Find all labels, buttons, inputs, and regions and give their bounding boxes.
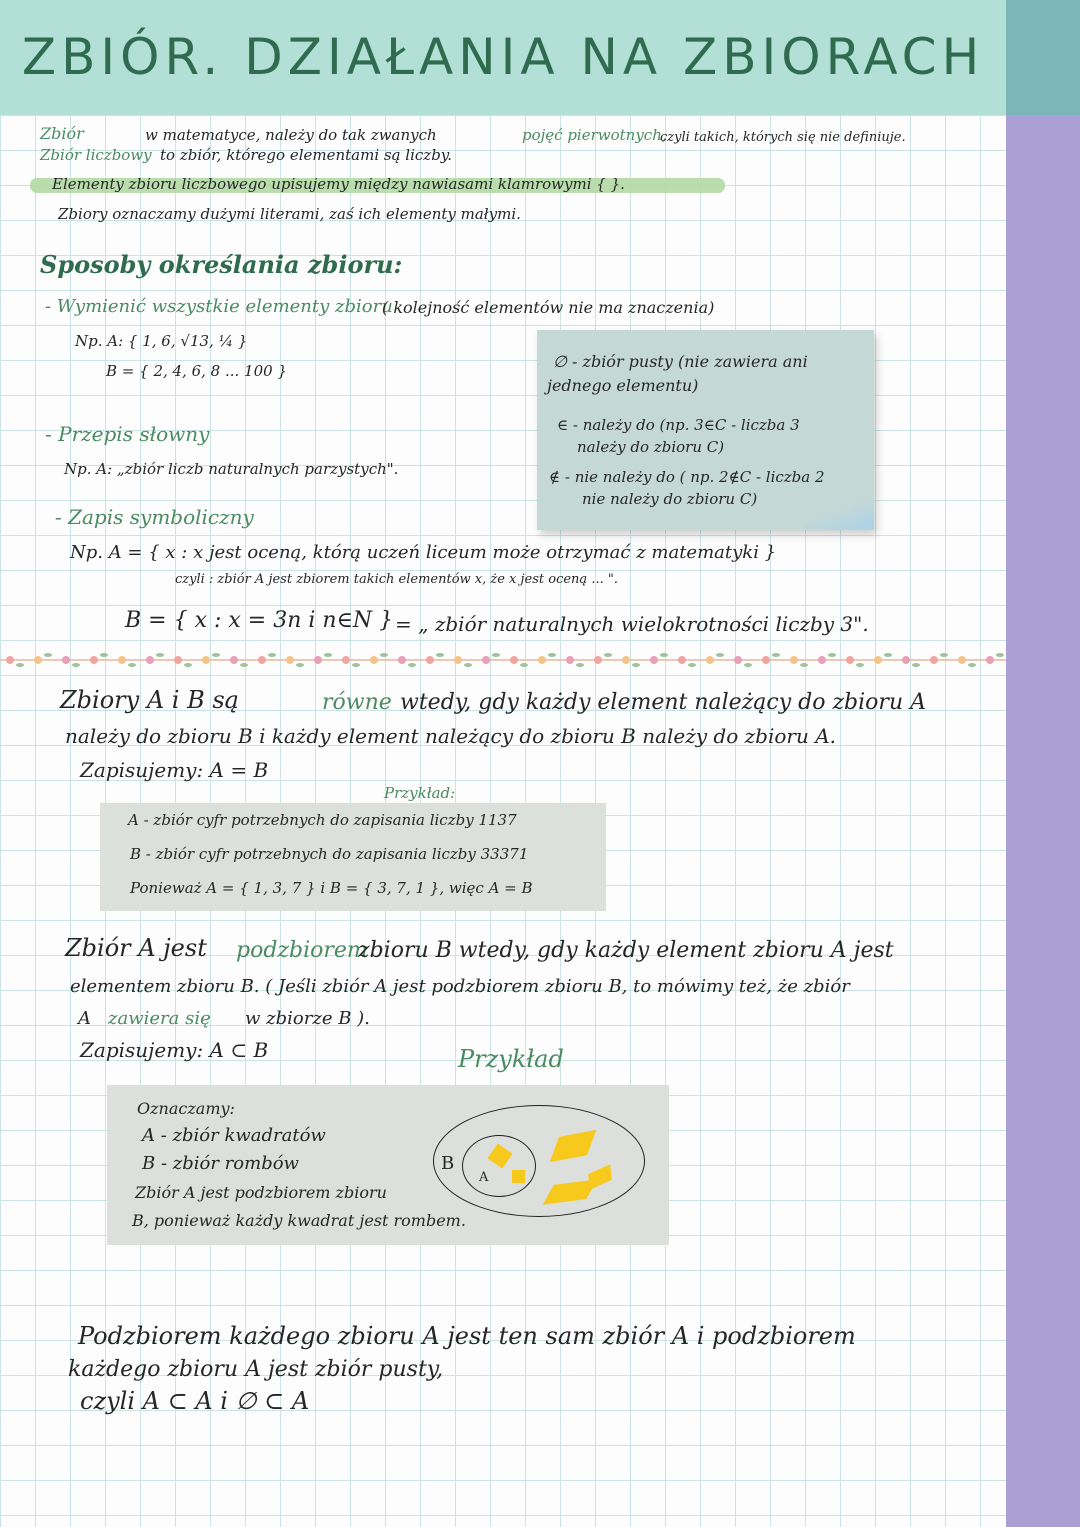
equal-example-line-3: Ponieważ A = { 1, 3, 7 } i B = { 3, 7, 1 }, więc A = B <box>130 879 533 897</box>
floral-divider <box>0 645 1006 675</box>
flower-dot <box>314 656 322 664</box>
leaf-shape <box>632 663 640 667</box>
flower-dot <box>846 656 854 664</box>
leaf-shape <box>856 663 864 667</box>
equal-term-rowne: równe <box>322 690 392 715</box>
subset-example-label: Przykład <box>458 1045 564 1073</box>
square-shape <box>512 1170 525 1183</box>
subset-notation: Zapisujemy: A ⊂ B <box>80 1038 269 1062</box>
leaf-shape <box>16 663 24 667</box>
method-1-example-b: B = { 2, 4, 6, 8 ... 100 } <box>106 362 288 380</box>
method-2-label: - Przepis słowny <box>45 422 210 446</box>
leaf-shape <box>940 653 948 657</box>
flower-dot <box>258 656 266 664</box>
leaf-shape <box>380 653 388 657</box>
leaf-shape <box>772 653 780 657</box>
leaf-shape <box>72 663 80 667</box>
equal-example-line-1: A - zbiór cyfr potrzebnych do zapisania liczby 1137 <box>128 811 517 829</box>
final-text-3: czyli A ⊂ A i ∅ ⊂ A <box>80 1387 310 1415</box>
flower-dot <box>622 656 630 664</box>
subset-term-podzbiorem: podzbiorem <box>236 938 368 963</box>
flower-dot <box>902 656 910 664</box>
flower-dot <box>986 656 994 664</box>
leaf-shape <box>968 663 976 667</box>
method-2-example: Np. A: „zbiór liczb naturalnych parzystych". <box>64 460 399 478</box>
method-1-label: - Wymienić wszystkie elementy zbioru <box>45 296 393 317</box>
subset-example-line-3: B - zbiór rombów <box>142 1153 299 1174</box>
leaf-shape <box>744 663 752 667</box>
flower-dot <box>594 656 602 664</box>
subset-term-zawiera: zawiera się <box>108 1008 211 1029</box>
method-3-example-b: B = { x : x = 3n i n∈N } <box>125 608 394 633</box>
flower-dot <box>398 656 406 664</box>
intro-term-pierwotne: pojęć pierwotnych, <box>522 126 667 144</box>
flower-dot <box>454 656 462 664</box>
equal-example-label: Przykład: <box>384 784 456 802</box>
flower-dot <box>90 656 98 664</box>
flower-dot <box>874 656 882 664</box>
note-line-belongs-2: należy do zbioru C) <box>577 438 725 456</box>
leaf-shape <box>464 663 472 667</box>
flower-dot <box>146 656 154 664</box>
subset-example-line-5: B, ponieważ każdy kwadrat jest rombem. <box>132 1211 466 1230</box>
flower-dot <box>482 656 490 664</box>
flower-dot <box>650 656 658 664</box>
flower-dot <box>818 656 826 664</box>
equal-notation: Zapisujemy: A = B <box>80 758 269 782</box>
flower-dot <box>706 656 714 664</box>
leaf-shape <box>268 653 276 657</box>
intro-text-1: w matematyce, należy do tak zwanych <box>145 126 437 144</box>
subset-example-line-4: Zbiór A jest podzbiorem zbioru <box>135 1183 387 1202</box>
flower-dot <box>118 656 126 664</box>
leaf-shape <box>520 663 528 667</box>
leaf-shape <box>352 663 360 667</box>
flower-dot <box>958 656 966 664</box>
flower-dot <box>678 656 686 664</box>
header-band <box>0 0 1006 115</box>
leaf-shape <box>408 663 416 667</box>
equal-text-2: należy do zbioru B i każdy element należący do zbioru B należy do zbioru A. <box>65 724 836 748</box>
flower-dot <box>510 656 518 664</box>
flower-dot <box>370 656 378 664</box>
equal-example-box <box>100 803 606 911</box>
note-line-empty-set-2: jednego elementu) <box>547 376 699 395</box>
flower-dot <box>426 656 434 664</box>
leaf-shape <box>240 663 248 667</box>
subset-text-3c: w zbiorze B ). <box>245 1008 370 1029</box>
equal-text-1b: wtedy, gdy każdy element należący do zbioru A <box>400 690 926 715</box>
leaf-shape <box>576 663 584 667</box>
sidebar-strip <box>1006 115 1080 1527</box>
flower-dot <box>202 656 210 664</box>
leaf-shape <box>884 653 892 657</box>
leaf-shape <box>492 653 500 657</box>
venn-label-b: B <box>441 1153 455 1174</box>
note-line-not-belongs-2: nie należy do zbioru C) <box>582 490 758 508</box>
leaf-shape <box>828 653 836 657</box>
subset-text-1b: zbioru B wtedy, gdy każdy element zbioru A jest <box>358 938 894 963</box>
intro-text-4: Zbiory oznaczamy dużymi literami, zaś ich elementy małymi. <box>58 205 521 223</box>
flower-dot <box>34 656 42 664</box>
intro-text-2: to zbiór, którego elementami są liczby. <box>160 146 453 164</box>
section-heading-sposoby: Sposoby określania zbioru: <box>40 250 403 279</box>
subset-example-line-2: A - zbiór kwadratów <box>142 1125 326 1146</box>
leaf-shape <box>212 653 220 657</box>
method-3-example-note: czyli : zbiór A jest zbiorem takich elementów x, że x jest oceną ... ". <box>175 572 618 587</box>
leaf-shape <box>100 653 108 657</box>
method-1-example-a: Np. A: { 1, 6, √13, ¼ } <box>75 332 248 350</box>
subset-text-3a: A <box>78 1008 91 1029</box>
page-title: ZBIÓR. DZIAŁANIA NA ZBIORACH <box>21 28 985 86</box>
leaf-shape <box>604 653 612 657</box>
final-text-2: każdego zbioru A jest zbiór pusty, <box>68 1357 444 1382</box>
flower-dot <box>734 656 742 664</box>
intro-term-liczbowy: Zbiór liczbowy <box>40 146 152 164</box>
leaf-shape <box>184 663 192 667</box>
leaf-shape <box>996 653 1004 657</box>
flower-dot <box>538 656 546 664</box>
leaf-shape <box>660 653 668 657</box>
note-line-empty-set: ∅ - zbiór pusty (nie zawiera ani <box>553 352 808 371</box>
sidebar-top-strip <box>1006 0 1080 115</box>
subset-text-1a: Zbiór A jest <box>65 934 207 962</box>
leaf-shape <box>912 663 920 667</box>
leaf-shape <box>716 653 724 657</box>
leaf-shape <box>324 653 332 657</box>
flower-dot <box>62 656 70 664</box>
venn-label-a: A <box>479 1170 489 1185</box>
subset-text-2: elementem zbioru B. ( Jeśli zbiór A jest podzbiorem zbioru B, to mówimy też, że zbiór <box>70 976 850 997</box>
flower-dot <box>6 656 14 664</box>
leaf-shape <box>436 653 444 657</box>
sticky-note <box>537 330 874 530</box>
leaf-shape <box>548 653 556 657</box>
note-line-not-belongs: ∉ - nie należy do ( np. 2∉C - liczba 2 <box>549 468 825 486</box>
leaf-shape <box>800 663 808 667</box>
note-page-curl <box>804 498 874 530</box>
final-text-1: Podzbiorem każdego zbioru A jest ten sam zbiór A i podzbiorem <box>78 1322 856 1350</box>
flower-dot <box>790 656 798 664</box>
flower-dot <box>930 656 938 664</box>
method-3-label: - Zapis symboliczny <box>55 505 254 529</box>
leaf-shape <box>156 653 164 657</box>
leaf-shape <box>128 663 136 667</box>
intro-text-3: Elementy zbioru liczbowego upisujemy między nawiasami klamrowymi { }. <box>52 175 625 193</box>
flower-dot <box>286 656 294 664</box>
note-line-belongs: ∈ - należy do (np. 3∈C - liczba 3 <box>557 416 800 434</box>
method-1-note: ( kolejność elementów nie ma znaczenia) <box>382 298 715 317</box>
flower-dot <box>174 656 182 664</box>
equal-example-line-2: B - zbiór cyfr potrzebnych do zapisania liczby 33371 <box>130 845 529 863</box>
subset-example-line-1: Oznaczamy: <box>137 1099 235 1118</box>
leaf-shape <box>296 663 304 667</box>
equal-text-1a: Zbiory A i B są <box>60 686 239 714</box>
flower-dot <box>230 656 238 664</box>
flower-dot <box>342 656 350 664</box>
flower-dot <box>566 656 574 664</box>
intro-text-1b: czyli takich, których się nie definiuje. <box>660 130 906 145</box>
intro-term-zbior: Zbiór <box>40 124 84 143</box>
leaf-shape <box>688 663 696 667</box>
flower-dot <box>762 656 770 664</box>
method-3-example: Np. A = { x : x jest oceną, którą uczeń liceum może otrzymać z matematyki } <box>70 542 777 563</box>
method-3-example-b-text: = „ zbiór naturalnych wielokrotności liczby 3". <box>395 612 869 636</box>
leaf-shape <box>44 653 52 657</box>
